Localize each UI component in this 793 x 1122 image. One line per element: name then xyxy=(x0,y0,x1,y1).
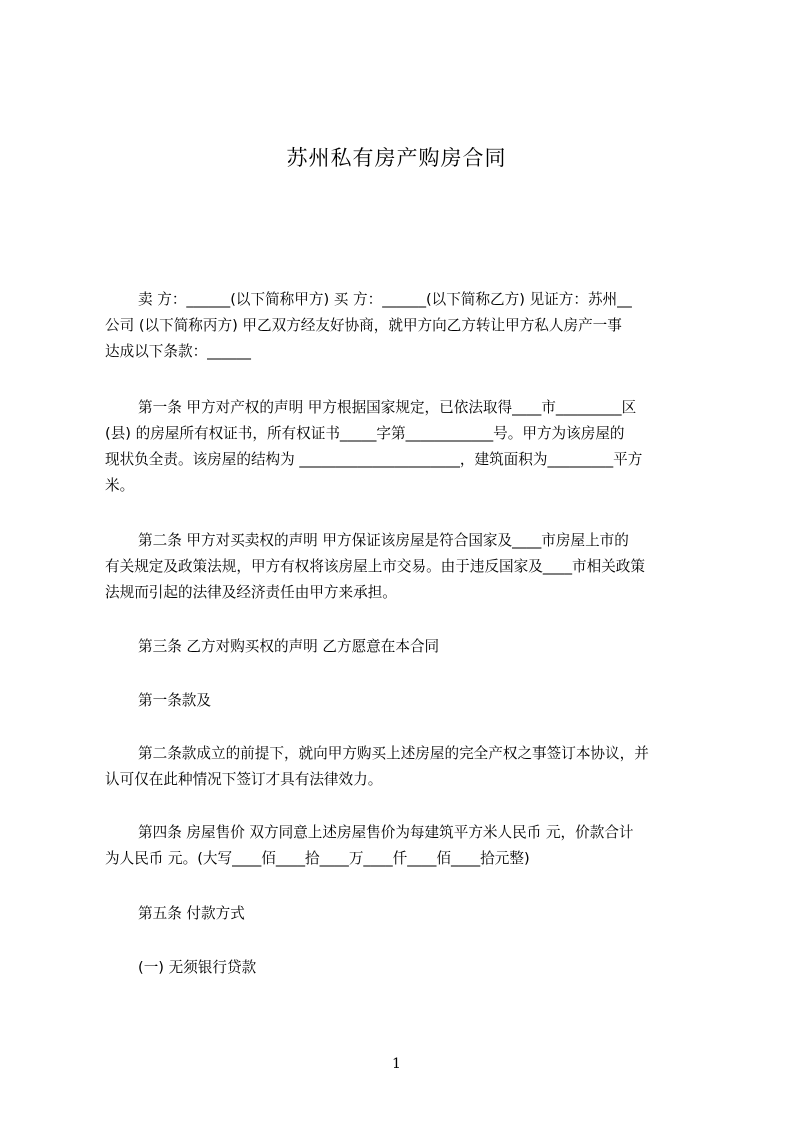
paragraph-no-loan xyxy=(105,955,701,981)
text-line: 第二条 甲方对买卖权的声明 甲方保证该房屋是符合国家及____市房屋上市的 xyxy=(138,532,629,549)
text-line: 认可仅在此种情况下签订才具有法律效力。 xyxy=(105,771,383,788)
text-line: 第五条 付款方式 xyxy=(138,905,245,922)
paragraph-parties xyxy=(105,287,701,365)
paragraph-article-3 xyxy=(105,634,701,660)
text-line: 卖 方：______(以下简称甲方) 买 方：______(以下简称乙方) 见证方：苏州__ xyxy=(138,291,632,308)
text-line: 有关规定及政策法规，甲方有权将该房屋上市交易。由于违反国家及____市相关政策 xyxy=(105,558,645,575)
paragraph-article-5 xyxy=(105,901,701,927)
text-line: 达成以下条款：______ xyxy=(105,343,251,360)
text-line: 第一条款及 xyxy=(138,692,211,709)
text-line: 第三条 乙方对购买权的声明 乙方愿意在本合同 xyxy=(138,638,440,655)
text-line: 法规而引起的法律及经济责任由甲方来承担。 xyxy=(105,584,397,601)
text-line: 现状负全责。该房屋的结构为 ______________________，建筑面积为_________平方 xyxy=(105,451,643,468)
page-title: 苏州私有房产购房合同 xyxy=(286,146,507,170)
text-line: 米。 xyxy=(105,477,135,494)
text-line: 公司 (以下简称丙方) 甲乙双方经友好协商，就甲方向乙方转让甲方私人房产一事 xyxy=(105,317,622,334)
text-line: 第二条款成立的前提下，就向甲方购买上述房屋的完全产权之事签订本协议，并 xyxy=(138,745,649,762)
paragraph-clause-1 xyxy=(105,688,701,714)
text-line: 第四条 房屋售价 双方同意上述房屋售价为每建筑平方米人民币 元，价款合计 xyxy=(138,824,634,841)
text-line: (一) 无须银行贷款 xyxy=(138,959,257,976)
paragraph-clause-2 xyxy=(105,741,701,793)
text-line: (县) 的房屋所有权证书，所有权证书_____字第____________号。甲方为该房屋的 xyxy=(105,425,625,442)
page-number: 1 xyxy=(392,1056,401,1072)
text-line: 为人民币 元。(大写____佰____拾____万____仟____佰____拾元整) xyxy=(105,850,530,867)
paragraph-article-2 xyxy=(105,528,701,606)
text-line: 第一条 甲方对产权的声明 甲方根据国家规定，已依法取得____市_________区 xyxy=(138,399,637,416)
paragraph-article-4 xyxy=(105,820,701,872)
paragraph-article-1 xyxy=(105,395,701,499)
